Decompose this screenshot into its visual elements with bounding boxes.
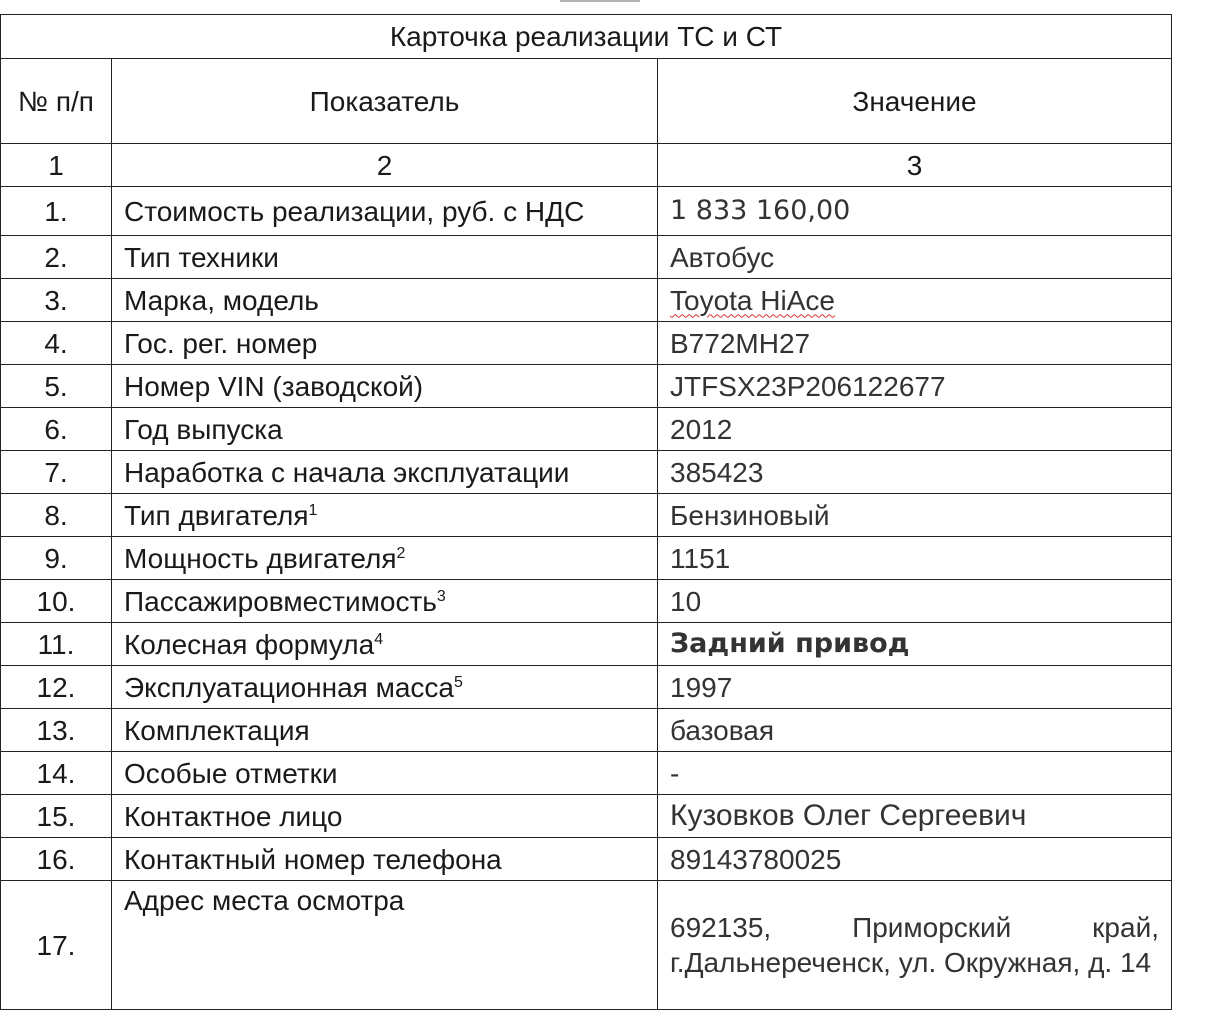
page-top-edge: [0, 0, 1171, 14]
row-number: 1.: [1, 187, 112, 236]
row-value: 2012: [658, 408, 1172, 451]
header-indicator: Показатель: [112, 59, 658, 144]
title-row: [1, 15, 1172, 59]
footnote-mark: 3: [436, 587, 446, 605]
column-number: 3: [658, 144, 1172, 187]
table-row: [1, 666, 1172, 709]
row-number: 8.: [1, 494, 112, 537]
row-number: 7.: [1, 451, 112, 494]
row-number: 10.: [1, 580, 112, 623]
row-label: Номер VIN (заводской): [112, 365, 658, 408]
spellcheck-underlined-text: Toyota HiAce: [670, 284, 835, 316]
row-number: 12.: [1, 666, 112, 709]
row-number: 15.: [1, 795, 112, 838]
row-number: 4.: [1, 322, 112, 365]
table-row: [1, 537, 1172, 580]
row-label: Колесная формула$^4$: [112, 623, 658, 666]
vehicle-sale-card-table: [0, 14, 1172, 1010]
table-row: [1, 494, 1172, 537]
footnote-mark: 4: [374, 630, 384, 648]
row-label: Тип двигателя$^1$: [112, 494, 658, 537]
row-number: 16.: [1, 838, 112, 881]
header-row: [1, 59, 1172, 144]
row-value: базовая: [658, 709, 1172, 752]
row-value: -: [658, 752, 1172, 795]
row-number: 6.: [1, 408, 112, 451]
row-value-address: 692135, Приморский край, г.Дальнереченск, ул. Окружная, д. 14: [658, 881, 1172, 1010]
table-row: [1, 709, 1172, 752]
table-row: [1, 838, 1172, 881]
row-value: 385423: [658, 451, 1172, 494]
header-value: Значение: [658, 59, 1172, 144]
column-number: 2: [112, 144, 658, 187]
row-value: JTFSX23P206122677: [658, 365, 1172, 408]
row-value: Кузовков Олег Сергеевич: [658, 795, 1172, 838]
row-label: Особые отметки: [112, 752, 658, 795]
row-number: 3.: [1, 279, 112, 322]
row-label: Эксплуатационная масса$^5$: [112, 666, 658, 709]
footnote-mark: 5: [454, 673, 463, 691]
row-label: Контактный номер телефона: [112, 838, 658, 881]
footnote-mark: 1: [308, 501, 318, 519]
card-title: Карточка реализации ТС и СТ: [1, 15, 1172, 59]
row-number: 17.: [1, 881, 112, 1010]
column-number-row: [1, 144, 1172, 187]
table-row: [1, 881, 1172, 1010]
row-number: 14.: [1, 752, 112, 795]
row-label: Пассажировместимость$^3$: [112, 580, 658, 623]
table-row: [1, 365, 1172, 408]
row-label: Контактное лицо: [112, 795, 658, 838]
row-label: Наработка с начала эксплуатации: [112, 451, 658, 494]
row-value: 10: [658, 580, 1172, 623]
table-row: [1, 236, 1172, 279]
row-value: Автобус: [658, 236, 1172, 279]
table-row: [1, 623, 1172, 666]
row-label: Тип техники: [112, 236, 658, 279]
header-num: № п/п: [1, 59, 112, 144]
cut-off-text-fragment: [560, 0, 640, 8]
column-number: 1: [1, 144, 112, 187]
row-label: Марка, модель: [112, 279, 658, 322]
row-label: Стоимость реализации, руб. с НДС: [112, 187, 658, 236]
row-number: 9.: [1, 537, 112, 580]
row-number: 13.: [1, 709, 112, 752]
table-row: [1, 795, 1172, 838]
row-value: Бензиновый: [658, 494, 1172, 537]
row-value: В772МН27: [658, 322, 1172, 365]
footnote-mark: 2: [396, 544, 406, 562]
row-number: 2.: [1, 236, 112, 279]
row-label: Год выпуска: [112, 408, 658, 451]
row-number: 5.: [1, 365, 112, 408]
table-row: [1, 752, 1172, 795]
table-row: [1, 408, 1172, 451]
table-row: [1, 451, 1172, 494]
table-row: [1, 322, 1172, 365]
row-value: 1151: [658, 537, 1172, 580]
table-row: [1, 279, 1172, 322]
table-row: [1, 187, 1172, 236]
row-label: Мощность двигателя$^2$: [112, 537, 658, 580]
row-value: [658, 279, 1172, 322]
row-value: 1 833 160,00: [658, 187, 1172, 236]
row-value: Задний привод: [658, 623, 1172, 666]
table-row: [1, 580, 1172, 623]
row-label: Адрес места осмотра: [112, 881, 658, 1010]
row-label: Комплектация: [112, 709, 658, 752]
row-number: 11.: [1, 623, 112, 666]
row-value: 89143780025: [658, 838, 1172, 881]
row-value: 1997: [658, 666, 1172, 709]
row-label: Гос. рег. номер: [112, 322, 658, 365]
